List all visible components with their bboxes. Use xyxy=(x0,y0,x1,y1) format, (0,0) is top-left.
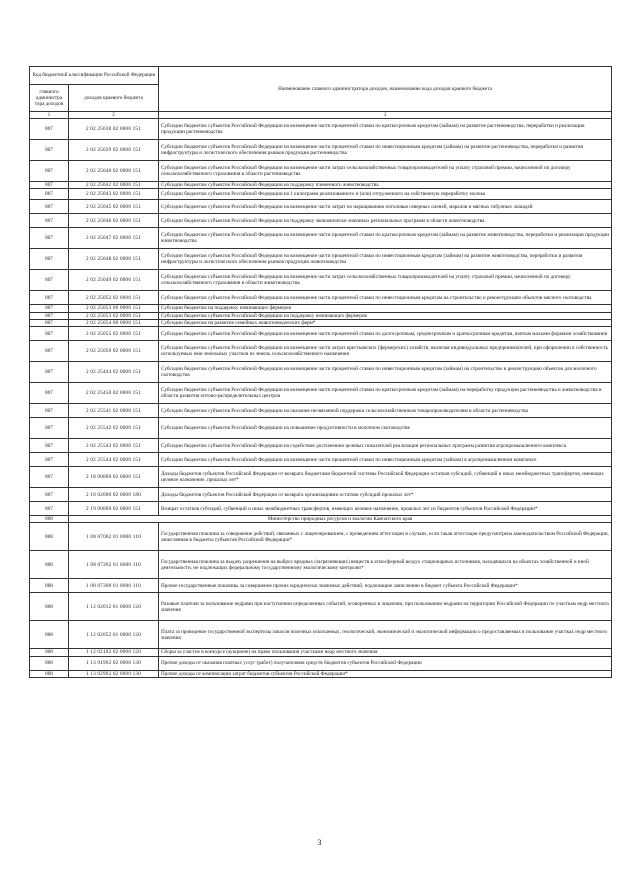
table-row xyxy=(30,488,612,502)
name-column-header: Наименование главного администратора доходов, наименование кода доходов краевого бюджета xyxy=(159,67,612,112)
income-name-cell: Прочие доходы от оказания платных услуг (работ) получателями средств бюджетов субъектов Российской Федерации xyxy=(159,656,612,670)
admin-code-cell: 808 xyxy=(30,516,69,523)
table-row xyxy=(30,249,612,270)
income-code-cell: 1 08 07262 01 0000 110 xyxy=(69,551,159,579)
income-name-cell: Доходы бюджетов субъектов Российской Федерации от возврата бюджетами бюджетной системы Российской Федерации остатков субсидий, субвенций и иных межбюджетных трансфертов, имеющих целевое назначение, прошлых лет* xyxy=(159,467,612,488)
income-name-cell: Субсидии бюджетам субъектов Российской Федерации на возмещение части процентной ставки по инвестиционным кредитам (займам) на развитие животноводства, переработки и развития инфраструктуры и логистического обеспечения рынков продукции животноводства xyxy=(159,249,612,270)
income-code-cell: 2 02 25043 02 0000 151 xyxy=(69,189,159,200)
table-row xyxy=(30,189,612,200)
admin-code-cell: 807 xyxy=(30,439,69,453)
table-row xyxy=(30,270,612,291)
income-name-cell: Возврат остатков субсидий, субвенций и иных межбюджетных трансфертов, имеющих целевое назначение, прошлых лет из бюджетов субъектов Российской Федерации* xyxy=(159,502,612,516)
table-row xyxy=(30,418,612,439)
table-row xyxy=(30,551,612,579)
income-name-cell: Субсидии бюджетам субъектов Российской Федерации на оказание несвязанной поддержки сельскохозяйственным товаропроизводителям в области растениеводства xyxy=(159,404,612,418)
table-header-row xyxy=(30,67,612,85)
income-code-cell: 2 18 00000 02 0000 151 xyxy=(69,467,159,488)
table-row xyxy=(30,523,612,551)
table-row xyxy=(30,383,612,404)
income-code-cell: 2 02 25054 00 0000 151 xyxy=(69,319,159,326)
table-row xyxy=(30,305,612,312)
income-code-cell: 2 18 02000 02 0000 180 xyxy=(69,488,159,502)
table-row xyxy=(30,502,612,516)
table-row xyxy=(30,182,612,189)
income-code-cell: 2 02 25039 02 0000 151 xyxy=(69,140,159,161)
income-name-cell: Субсидии бюджетам субъектов Российской Федерации на возмещение части процентной ставки по инвестиционным кредитам на строительство и реконструкцию объектов мясного скотоводства xyxy=(159,291,612,305)
income-name-cell: Субсидии бюджетам субъектов Российской Федерации на содействие достижению целевых показателей реализации региональных программ развития агропромышленного комплекса xyxy=(159,439,612,453)
table-row xyxy=(30,621,612,649)
table-row xyxy=(30,593,612,621)
table-row xyxy=(30,119,612,140)
admin-code-cell: 807 xyxy=(30,140,69,161)
income-code-cell: 2 02 25049 02 0000 151 xyxy=(69,270,159,291)
admin-code-cell: 807 xyxy=(30,502,69,516)
admin-code-cell: 807 xyxy=(30,182,69,189)
income-name-cell: Субсидии бюджетам субъектов Российской Федерации на поддержку начинающих фермеров xyxy=(159,312,612,319)
income-name-cell: Государственная пошлина за совершение действий, связанных с лицензированием, с проведением аттестации в случаях, если такая аттестация предусмотрена законодательством Российской Федерации, зачисляемая в бюджеты субъектов Российской Федерации* xyxy=(159,523,612,551)
income-name-cell: Субсидии бюджетам субъектов Российской Федерации на 1 килограмм реализованного и (или) отгруженного на собственную переработку молока xyxy=(159,189,612,200)
table-row xyxy=(30,453,612,467)
income-code-cell: 2 02 25047 02 0000 151 xyxy=(69,228,159,249)
admin-code-cell: 808 xyxy=(30,593,69,621)
income-code-cell: 2 02 25544 02 0000 151 xyxy=(69,453,159,467)
admin-code-cell: 807 xyxy=(30,319,69,326)
income-name-cell: Субсидии бюджетам субъектов Российской Федерации на повышение продуктивности в молочном скотоводстве xyxy=(159,418,612,439)
income-code-cell: 1 13 01992 02 0000 130 xyxy=(69,656,159,670)
income-code-cell: 2 19 00000 02 0000 151 xyxy=(69,502,159,516)
income-name-cell: Субсидии бюджетам субъектов Российской Федерации на возмещение части процентной ставки по краткосрочным кредитам (займам) на развитие животноводства, переработки и реализации продукции животноводства xyxy=(159,228,612,249)
income-code-cell: 2 02 25055 02 0000 151 xyxy=(69,327,159,341)
income-name-cell: Субсидии бюджетам субъектов Российской Федерации на возмещение части процентной ставки по инвестиционным кредитам (займам) на развитие растениеводства, переработки и развития инфраструктуры и логистического обеспечения рынков продукции растениеводства xyxy=(159,140,612,161)
admin-code-cell: 807 xyxy=(30,418,69,439)
income-name-cell: Субсидии бюджетам субъектов Российской Федерации на возмещение части процентной ставки по инвестиционным кредитам (займам) в агропромышленном комплексе xyxy=(159,453,612,467)
income-name-cell: Субсидии бюджетам субъектов Российской Федерации на возмещение части затрат крестьянских (фермерских) хозяйств, включая индивидуальных предпринимателей, при оформлении в собственность используемых ими земельных участков из земель сельскохозяйственного назначения xyxy=(159,341,612,362)
income-code-cell: 2 02 25045 02 0000 151 xyxy=(69,200,159,214)
income-code-cell: 2 02 25541 02 0000 151 xyxy=(69,404,159,418)
admin-code-cell: 807 xyxy=(30,200,69,214)
income-name-cell: Субсидии бюджетам субъектов Российской Федерации на поддержку экономически значимых региональных программ в области животноводства xyxy=(159,214,612,228)
admin-code-cell: 807 xyxy=(30,161,69,182)
table-row xyxy=(30,200,612,214)
table-row xyxy=(30,312,612,319)
income-name-cell: Доходы бюджетов субъектов Российской Федерации от возврата организациями остатков субсидий прошлых лет* xyxy=(159,488,612,502)
table-row xyxy=(30,362,612,383)
income-code-cell: 2 02 25046 02 0000 151 xyxy=(69,214,159,228)
income-name-cell: Субсидии бюджетам субъектов Российской Федерации на возмещение части затрат по наращиванию поголовья северных оленей, маралов и мясных табунных лошадей xyxy=(159,200,612,214)
income-name-cell: Субсидии бюджетам субъектов Российской Федерации на возмещение части процентной ставки по краткосрочным кредитам (займам) на развитие растениеводства, переработки и реализации продукции растениеводства xyxy=(159,119,612,140)
table-row xyxy=(30,327,612,341)
admin-code-cell: 807 xyxy=(30,341,69,362)
income-code-cell: 2 02 25040 02 0000 151 xyxy=(69,161,159,182)
budget-classification-table xyxy=(29,66,612,678)
admin-code-cell: 807 xyxy=(30,119,69,140)
admin-code-cell: 807 xyxy=(30,467,69,488)
table-row xyxy=(30,649,612,656)
income-code-cell: 2 02 25056 02 0000 151 xyxy=(69,341,159,362)
admin-code-cell: 808 xyxy=(30,579,69,593)
table-row xyxy=(30,656,612,670)
income-name-cell: Субсидии бюджетам на развитие семейных животноводческих ферм* xyxy=(159,319,612,326)
income-code-cell: 1 08 07082 01 0000 110 xyxy=(69,523,159,551)
admin-code-cell: 808 xyxy=(30,649,69,656)
income-code-cell: 1 12 02102 02 0000 120 xyxy=(69,649,159,656)
admin-code-cell: 807 xyxy=(30,228,69,249)
income-code-cell: 2 02 25053 02 0000 151 xyxy=(69,312,159,319)
income-code-cell: 2 02 25048 02 0000 151 xyxy=(69,249,159,270)
section-title-cell: Министерство природных ресурсов и экологии Камчатского края xyxy=(69,516,612,523)
admin-code-cell: 807 xyxy=(30,214,69,228)
admin-code-cell: 807 xyxy=(30,270,69,291)
income-name-cell: Прочие доходы от компенсации затрат бюджетов субъектов Российской Федерации* xyxy=(159,670,612,677)
income-name-cell: Разовые платежи за пользование недрами при наступлении определенных событий, оговоренных в лицензии, при пользовании недрами на территории Российской Федерации по участкам недр местного значения xyxy=(159,593,612,621)
income-name-cell: Сборы за участие в конкурсе (аукционе) на право пользования участками недр местного значения xyxy=(159,649,612,656)
table-row xyxy=(30,140,612,161)
admin-code-cell: 808 xyxy=(30,523,69,551)
income-code-cell: 2 02 25542 02 0000 151 xyxy=(69,418,159,439)
income-code-cell: 2 02 25052 02 0000 151 xyxy=(69,291,159,305)
table-row xyxy=(30,228,612,249)
table-row xyxy=(30,319,612,326)
income-code-cell: 2 02 25543 02 0000 151 xyxy=(69,439,159,453)
table-row xyxy=(30,467,612,488)
admin-column-header: главного администра тора доходов xyxy=(30,85,69,112)
table-row xyxy=(30,341,612,362)
income-name-cell: Плата за проведение государственной экспертизы запасов полезных ископаемых, геологической, экономической и экологической информации о предоставляемых в пользование участках недр местного значения xyxy=(159,621,612,649)
admin-code-cell: 808 xyxy=(30,621,69,649)
table-row xyxy=(30,214,612,228)
income-name-cell: Субсидии бюджетам субъектов Российской Федерации на поддержку племенного животноводства xyxy=(159,182,612,189)
table-row xyxy=(30,516,612,523)
income-name-cell: Субсидии бюджетам субъектов Российской Федерации на возмещение части процентной ставки по долгосрочным, среднесрочным и краткосрочным кредитам, взятым малыми формами хозяйствования xyxy=(159,327,612,341)
admin-code-cell: 807 xyxy=(30,383,69,404)
admin-code-cell: 808 xyxy=(30,656,69,670)
income-code-cell: 2 02 25038 02 0000 151 xyxy=(69,119,159,140)
page-number: 3 xyxy=(317,838,322,847)
income-name-cell: Субсидии бюджетам субъектов Российской Федерации на возмещение части затрат сельскохозяйственных товаропроизводителей на уплату страховой премии, начисленной по договору сельскохозяйственного страхования в области животноводства xyxy=(159,270,612,291)
admin-code-cell: 807 xyxy=(30,249,69,270)
table-row xyxy=(30,439,612,453)
column-number: 2 xyxy=(69,112,159,119)
admin-code-cell: 808 xyxy=(30,551,69,579)
code-column-header: доходов краевого бюджета xyxy=(69,85,159,112)
admin-code-cell: 807 xyxy=(30,189,69,200)
income-code-cell: 1 08 07300 01 0000 110 xyxy=(69,579,159,593)
admin-code-cell: 808 xyxy=(30,670,69,677)
income-name-cell: Прочие государственные пошлины за совершение прочих юридически значимых действий, подлежащие зачислению в бюджет субъекта Российской Федерации* xyxy=(159,579,612,593)
admin-code-cell: 807 xyxy=(30,305,69,312)
admin-code-cell: 807 xyxy=(30,488,69,502)
column-number: 3 xyxy=(159,112,612,119)
income-name-cell: Субсидии бюджетам субъектов Российской Федерации на возмещение части процентной ставки по краткосрочным кредитам (займам) на переработку продукции растениеводства и животноводства в области развития оптово-распределительных центров xyxy=(159,383,612,404)
classification-header: Код бюджетной классификации Российской Федерации xyxy=(30,67,159,85)
table-row xyxy=(30,404,612,418)
income-code-cell: 2 02 25450 02 0000 151 xyxy=(69,383,159,404)
income-name-cell: Субсидии бюджетам субъектов Российской Федерации на возмещение части процентной ставки по инвестиционным кредитам (займам) на строительство и реконструкцию объектов для молочного скотоводства xyxy=(159,362,612,383)
income-code-cell: 1 13 02992 02 0000 130 xyxy=(69,670,159,677)
income-code-cell: 2 02 25444 02 0000 151 xyxy=(69,362,159,383)
admin-code-cell: 807 xyxy=(30,312,69,319)
admin-code-cell: 807 xyxy=(30,291,69,305)
admin-code-cell: 807 xyxy=(30,327,69,341)
income-name-cell: Субсидии бюджетам субъектов Российской Федерации на возмещение части затрат сельскохозяйственных товаропроизводителей на уплату страховой премии, начисленной по договору сельскохозяйственного страхования в области растениеводства xyxy=(159,161,612,182)
table-row xyxy=(30,161,612,182)
column-number-row xyxy=(30,112,612,119)
admin-code-cell: 807 xyxy=(30,404,69,418)
table-row xyxy=(30,579,612,593)
income-code-cell: 1 12 02052 01 0000 120 xyxy=(69,621,159,649)
admin-code-cell: 807 xyxy=(30,362,69,383)
income-code-cell: 2 02 25042 02 0000 151 xyxy=(69,182,159,189)
admin-code-cell: 807 xyxy=(30,453,69,467)
income-code-cell: 1 12 02012 01 0000 120 xyxy=(69,593,159,621)
table-body xyxy=(30,119,612,678)
income-code-cell: 2 02 25053 00 0000 151 xyxy=(69,305,159,312)
table-row xyxy=(30,291,612,305)
table-row xyxy=(30,670,612,677)
income-name-cell: Субсидии бюджетам на поддержку начинающих фермеров xyxy=(159,305,612,312)
column-number: 1 xyxy=(30,112,69,119)
income-name-cell: Государственная пошлина за выдачу разрешения на выброс вредных (загрязняющих) веществ в атмосферный воздух стационарных источников, находящихся на объектах хозяйственной и иной деятельности, не подлежащих федеральному государственному экологическому контролю* xyxy=(159,551,612,579)
